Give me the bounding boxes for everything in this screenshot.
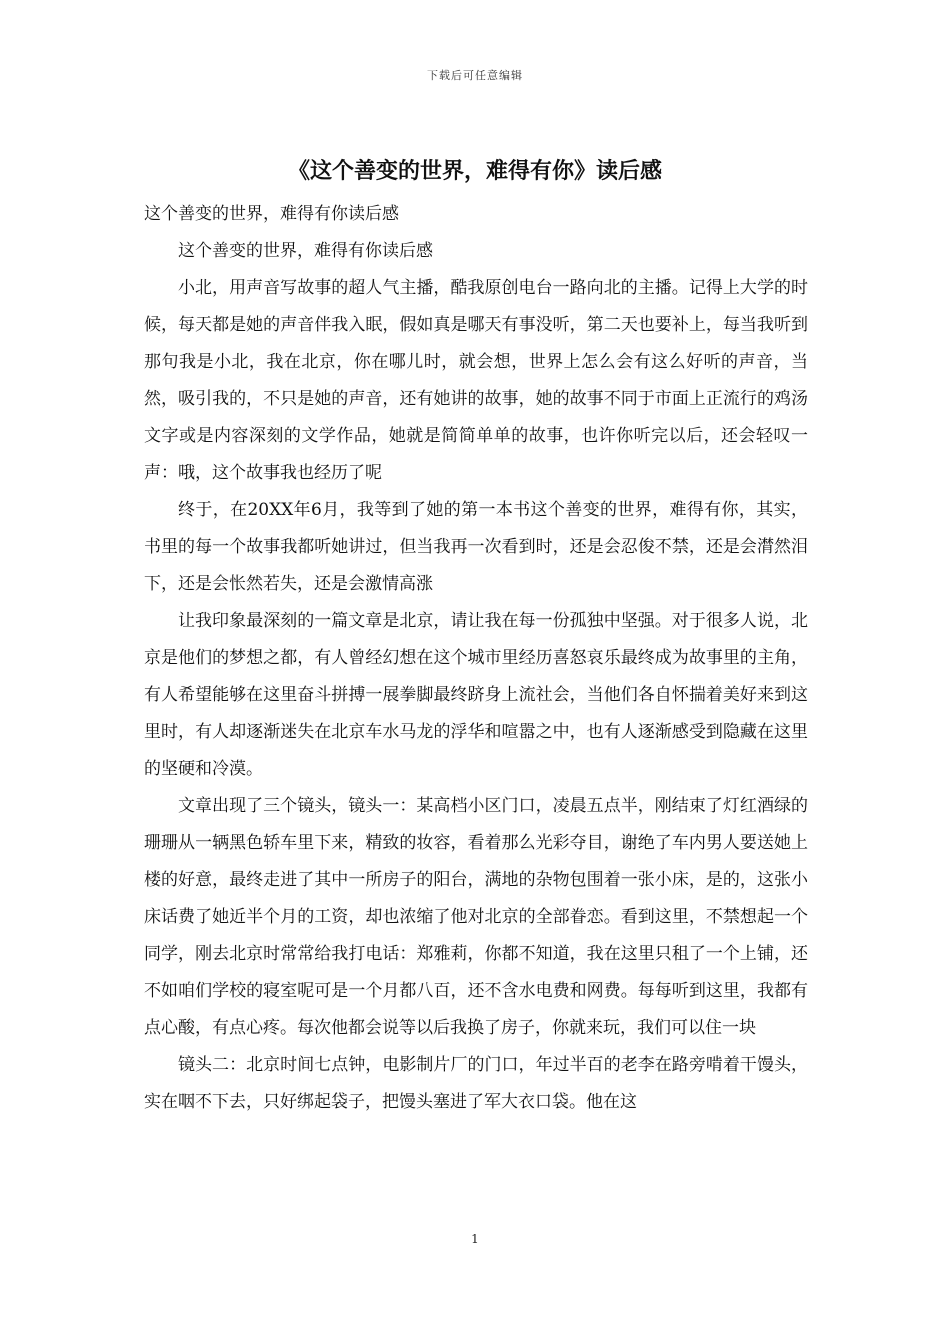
paragraph: 终于，在20XX年6月，我等到了她的第一本书这个善变的世界，难得有你，其实，书里的每一个故事我都听她讲过，但当我再一次看到时，还是会忍俊不禁，还是会潸然泪下，还是会怅然若失，还是会激情高涨 (144, 500, 808, 594)
paragraph: 让我印象最深刻的一篇文章是北京，请让我在每一份孤独中坚强。对于很多人说，北京是他们的梦想之都，有人曾经幻想在这个城市里经历喜怒哀乐最终成为故事里的主角，有人希望能够在这里奋斗拼搏一展拳脚最终跻身上流社会，当他们各自怀揣着美好来到这里时，有人却逐渐迷失在北京车水马龙的浮华和喧嚣之中，也有人逐渐感受到隐藏在这里的坚硬和冷漠。 (144, 611, 808, 779)
paragraph: 小北，用声音写故事的超人气主播，酷我原创电台一路向北的主播。记得上大学的时候，每天都是她的声音伴我入眠，假如真是哪天有事没听，第二天也要补上，每当我听到那句我是小北，我在北京，你在哪儿时，就会想，世界上怎么会有这么好听的声音，当然，吸引我的，不只是她的声音，还有她讲的故事，她的故事不同于市面上正流行的鸡汤文字或是内容深刻的文学作品，她就是简简单单的故事，也许你听完以后，还会轻叹一声：哦，这个故事我也经历了呢 (144, 278, 808, 483)
paragraph: 文章出现了三个镜头，镜头一：某高档小区门口，凌晨五点半，刚结束了灯红酒绿的珊珊从一辆黑色轿车里下来，精致的妆容，看着那么光彩夺目，谢绝了车内男人要送她上楼的好意，最终走进了其中一所房子的阳台，满地的杂物包围着一张小床，是的，这张小床话费了她近半个月的工资，却也浓缩了他对北京的全部眷恋。看到这里，不禁想起一个同学，刚去北京时常常给我打电话：郑雅莉，你都不知道，我在这里只租了一个上铺，还不如咱们学校的寝室呢可是一个月都八百，还不含水电费和网费。每每听到这里，我都有点心酸，有点心疼。每次他都会说等以后我换了房子，你就来玩，我们可以住一块 (144, 796, 808, 1038)
header-note: 下载后可任意编辑 (427, 69, 523, 82)
paragraph: 这个善变的世界，难得有你读后感 (144, 204, 399, 224)
paragraph: 镜头二：北京时间七点钟，电影制片厂的门口，年过半百的老李在路旁啃着干馒头，实在咽不下去，只好绑起袋子，把馒头塞进了军大衣口袋。他在这 (144, 1055, 808, 1112)
page-number: 1 (471, 1232, 479, 1246)
document-title: 《这个善变的世界，难得有你》读后感 (287, 159, 662, 184)
paragraph: 这个善变的世界，难得有你读后感 (178, 241, 433, 261)
document-body (144, 196, 808, 1121)
